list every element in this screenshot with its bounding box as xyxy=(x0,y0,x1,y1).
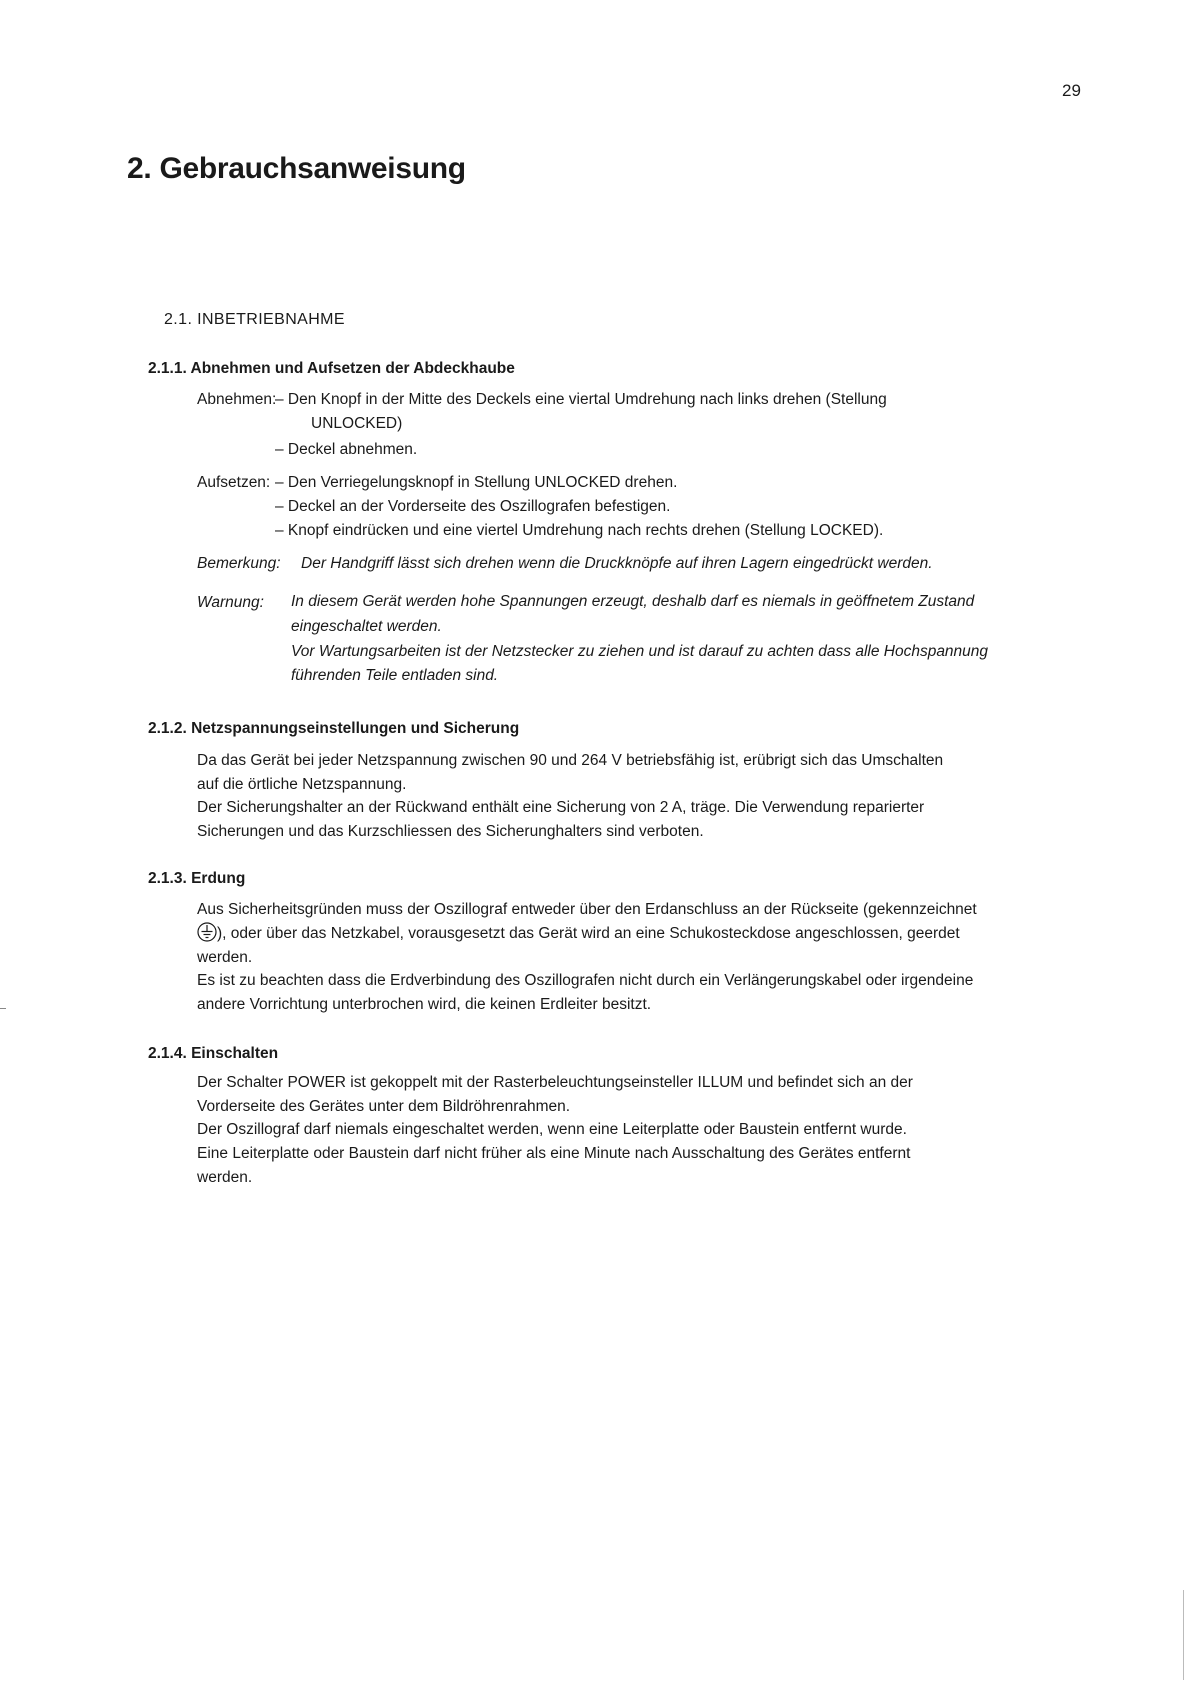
einschalten-line-1: Der Schalter POWER ist gekoppelt mit der Rasterbeleuchtungseinsteller ILLUM und befindet sich an der xyxy=(197,1074,913,1091)
aufsetzen-step-3: – Knopf eindrücken und eine viertel Umdrehung nach rechts drehen (Stellung LOCKED). xyxy=(275,522,884,539)
abnehmen-step-2: – Deckel abnehmen. xyxy=(275,441,418,458)
aufsetzen-step-2: – Deckel an der Vorderseite des Oszillografen befestigen. xyxy=(275,498,671,515)
warnung-line-4: führenden Teile entladen sind. xyxy=(291,667,499,684)
protective-earth-icon xyxy=(197,922,217,942)
erdung-line-3: werden. xyxy=(197,949,253,966)
subsection-title-2-1-3: 2.1.3. Erdung xyxy=(148,870,246,887)
subsection-title-2-1-4: 2.1.4. Einschalten xyxy=(148,1045,279,1062)
netz-line-4: Sicherungen und das Kurzschliessen des Sicherunghalters sind verboten. xyxy=(197,823,704,840)
subsection-title-2-1-2: 2.1.2. Netzspannungseinstellungen und Sicherung xyxy=(148,720,520,737)
edge-mark xyxy=(1183,1590,1184,1680)
netz-line-1: Da das Gerät bei jeder Netzspannung zwischen 90 und 264 V betriebsfähig ist, erübrigt sich das Umschalten xyxy=(197,752,944,769)
bemerkung-text: Der Handgriff lässt sich drehen wenn die Druckknöpfe auf ihren Lagern eingedrückt werden. xyxy=(301,555,933,572)
erdung-line-5: andere Vorrichtung unterbrochen wird, die keinen Erdleiter besitzt. xyxy=(197,996,652,1013)
abnehmen-step-1: – Den Knopf in der Mitte des Deckels eine viertal Umdrehung nach links drehen (Stellung xyxy=(275,391,887,408)
erdung-line-4: Es ist zu beachten dass die Erdverbindung des Oszillografen nicht durch ein Verlängerungskabel oder irgendeine xyxy=(197,972,974,989)
einschalten-line-4: Eine Leiterplatte oder Baustein darf nicht früher als eine Minute nach Ausschaltung des Gerätes entfernt xyxy=(197,1145,911,1162)
erdung-line-2 xyxy=(197,922,960,946)
einschalten-line-3: Der Oszillograf darf niemals eingeschaltet werden, wenn eine Leiterplatte oder Baustein entfernt wurde. xyxy=(197,1121,907,1138)
einschalten-line-2: Vorderseite des Gerätes unter dem Bildröhrenrahmen. xyxy=(197,1098,571,1115)
subsection-title-2-1-1: 2.1.1. Abnehmen und Aufsetzen der Abdeckhaube xyxy=(148,360,515,377)
warnung-line-2: eingeschaltet werden. xyxy=(291,618,442,635)
abnehmen-step-1-cont: UNLOCKED) xyxy=(311,415,403,432)
netz-line-2: auf die örtliche Netzspannung. xyxy=(197,776,407,793)
warnung-line-1: In diesem Gerät werden hohe Spannungen erzeugt, deshalb darf es niemals in geöffnetem Zustand xyxy=(291,593,975,610)
abnehmen-label: Abnehmen: xyxy=(197,391,277,408)
warnung-line-3: Vor Wartungsarbeiten ist der Netzstecker zu ziehen und ist darauf zu achten dass alle Hochspannung xyxy=(291,643,989,660)
section-title: 2.1. INBETRIEBNAHME xyxy=(164,311,345,328)
erdung-line-2-text: ), oder über das Netzkabel, vorausgesetzt das Gerät wird an eine Schukosteckdose angeschlossen, geerdet xyxy=(217,925,960,942)
aufsetzen-step-1: – Den Verriegelungsknopf in Stellung UNLOCKED drehen. xyxy=(275,474,678,491)
einschalten-line-5: werden. xyxy=(197,1169,253,1186)
aufsetzen-label: Aufsetzen: xyxy=(197,474,271,491)
warnung-label: Warnung: xyxy=(197,594,264,611)
page-number: 29 xyxy=(1062,81,1081,100)
bemerkung-label: Bemerkung: xyxy=(197,555,281,572)
netz-line-3: Der Sicherungshalter an der Rückwand enthält eine Sicherung von 2 A, träge. Die Verwendung reparierter xyxy=(197,799,925,816)
erdung-line-1: Aus Sicherheitsgründen muss der Oszillograf entweder über den Erdanschluss an der Rückseite (gekennzeichnet xyxy=(197,901,977,918)
chapter-title: 2. Gebrauchsanweisung xyxy=(127,152,466,185)
margin-mark xyxy=(0,1008,6,1009)
